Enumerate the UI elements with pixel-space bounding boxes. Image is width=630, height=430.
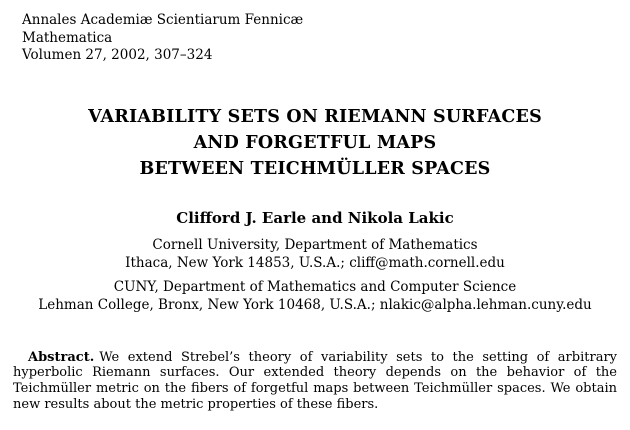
paper-title-line-2: AND FORGETFUL MAPS: [193, 132, 437, 153]
journal-header: [0, 0, 630, 65]
affiliation-cornell-address: Ithaca, New York 14853, U.S.A.; cliff@math.cornell.edu: [125, 255, 505, 271]
journal-name: Annales Academiæ Scientiarum Fennicæ: [22, 12, 304, 28]
journal-series: Mathematica: [22, 29, 113, 46]
abstract-label: Abstract.: [28, 349, 95, 365]
paper-title: [0, 104, 630, 182]
affiliation-cuny-department: CUNY, Department of Mathematics and Computer Science: [113, 278, 517, 295]
affiliation-cornell-department: Cornell University, Department of Mathematics: [152, 236, 478, 253]
authors: Clifford J. Earle and Nikola Lakic: [176, 208, 454, 227]
affiliation-cornell: [0, 236, 630, 273]
affiliation-cuny-address: Lehman College, Bronx, New York 10468, U.S.A.; nlakic@alpha.lehman.cuny.edu: [38, 297, 592, 313]
paper-title-line-1: VARIABILITY SETS ON RIEMANN SURFACES: [88, 106, 542, 127]
abstract-text: We extend Strebel’s theory of variability sets to the setting of arbitrary hyperbolic Riemann surfaces. Our extended theory depends on the behavior of the Teichmüller metric on the fibers of forgetful maps between Teichmüller spaces. We obtain new results about the metric properties of these fibers.: [13, 349, 617, 412]
affiliation-cuny: [0, 278, 630, 315]
journal-volume-info: Volumen 27, 2002, 307–324: [22, 47, 213, 63]
abstract-paragraph: [13, 350, 617, 413]
paper-title-line-3: BETWEEN TEICHMÜLLER SPACES: [139, 158, 491, 179]
